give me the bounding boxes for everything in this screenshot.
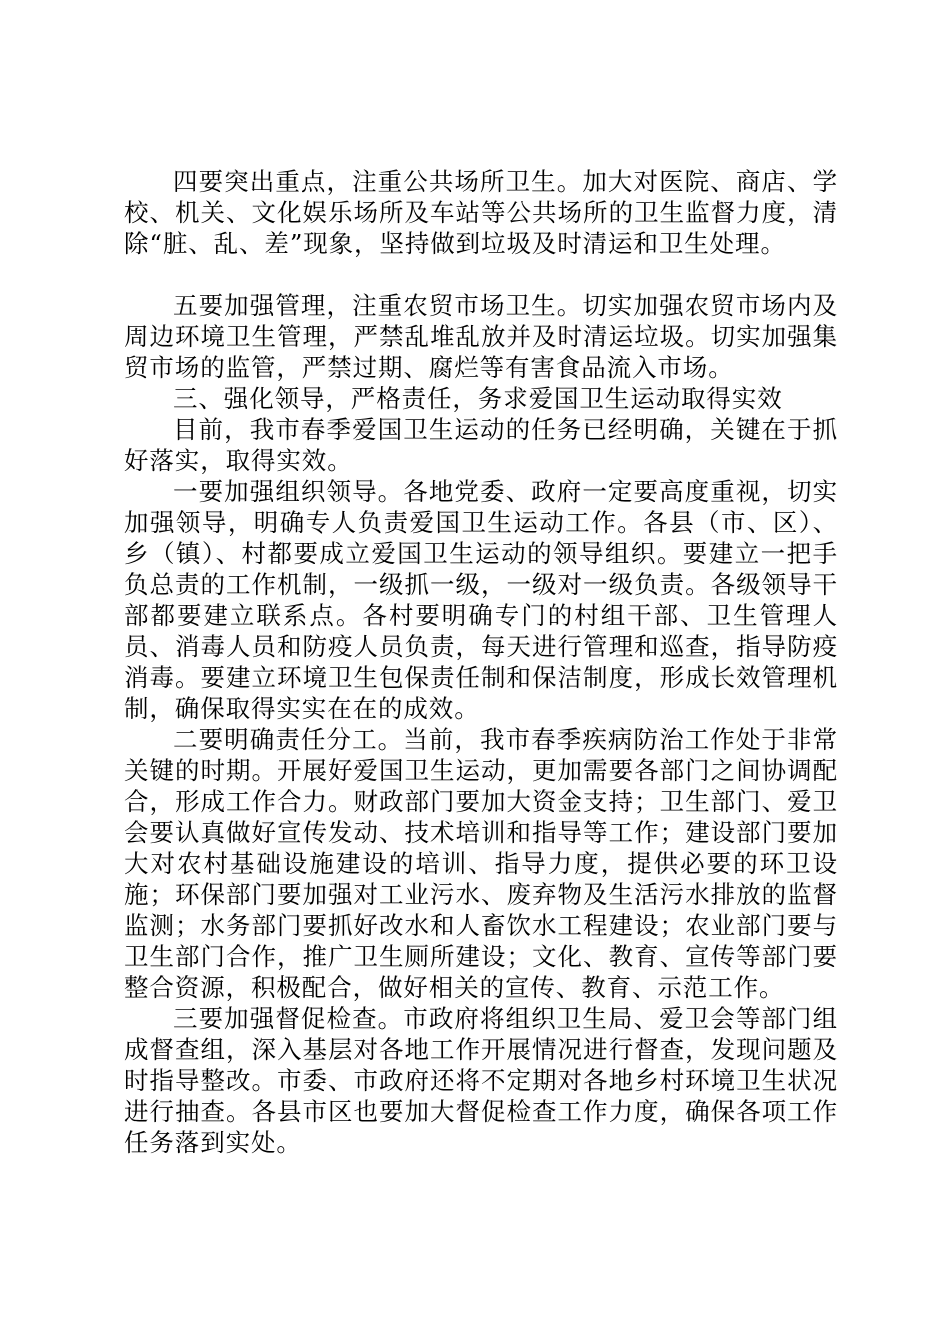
paragraph-organization: 一要加强组织领导。各地党委、政府一定要高度重视，切实加强领导，明确专人负责爱国卫生运动工作。各县（市、区）、乡（镇）、村都要成立爱国卫生运动的领导组织。要建立一把手负总责的工作机制，一级抓一级，一级对一级负责。各级领导干部都要建立联系点。各村要明确专门的村组干部、卫生管理人员、消毒人员和防疫人员负责，每天进行管理和巡查，指导防疫消毒。要建立环境卫生包保责任制和保洁制度，形成长效管理机制，确保取得实实在在的成效。 — [124, 477, 838, 723]
paragraph-public-places: 四要突出重点，注重公共场所卫生。加大对医院、商店、学校、机关、文化娱乐场所及车站等公共场所的卫生监督力度，清除“脏、乱、差”现象，坚持做到垃圾及时清运和卫生处理。 — [124, 167, 838, 258]
paragraph-supervision: 三要加强督促检查。市政府将组织卫生局、爱卫会等部门组成督查组，深入基层对各地工作开展情况进行督查，发现问题及时指导整改。市委、市政府还将不定期对各地乡村环境卫生状况进行抽查。各县市区也要加大督促检查工作力度，确保各项工作任务落到实处。 — [124, 1004, 838, 1157]
paragraph-current-tasks: 目前，我市春季爱国卫生运动的任务已经明确，关键在于抓好落实，取得实效。 — [124, 415, 838, 475]
paragraph-responsibility: 二要明确责任分工。当前，我市春季疾病防治工作处于非常关键的时期。开展好爱国卫生运动，更加需要各部门之间协调配合，形成工作合力。财政部门要加大资金支持；卫生部门、爱卫会要认真做好宣传发动、技术培训和指导等工作；建设部门要加大对农村基础设施建设的培训、指导力度，提供必要的环卫设施；环保部门要加强对工业污水、废弃物及生活污水排放的监督监测；水务部门要抓好改水和人畜饮水工程建设；农业部门要与卫生部门合作，推广卫生厕所建设；文化、教育、宣传等部门要整合资源，积极配合，做好相关的宣传、教育、示范工作。 — [124, 725, 838, 1002]
document-body — [124, 166, 838, 1158]
paragraph-farm-market: 五要加强管理，注重农贸市场卫生。切实加强农贸市场内及周边环境卫生管理，严禁乱堆乱放并及时清运垃圾。切实加强集贸市场的监管，严禁过期、腐烂等有害食品流入市场。 — [124, 291, 838, 382]
section-heading-leadership: 三、强化领导，严格责任，务求爱国卫生运动取得实效 — [173, 384, 783, 413]
